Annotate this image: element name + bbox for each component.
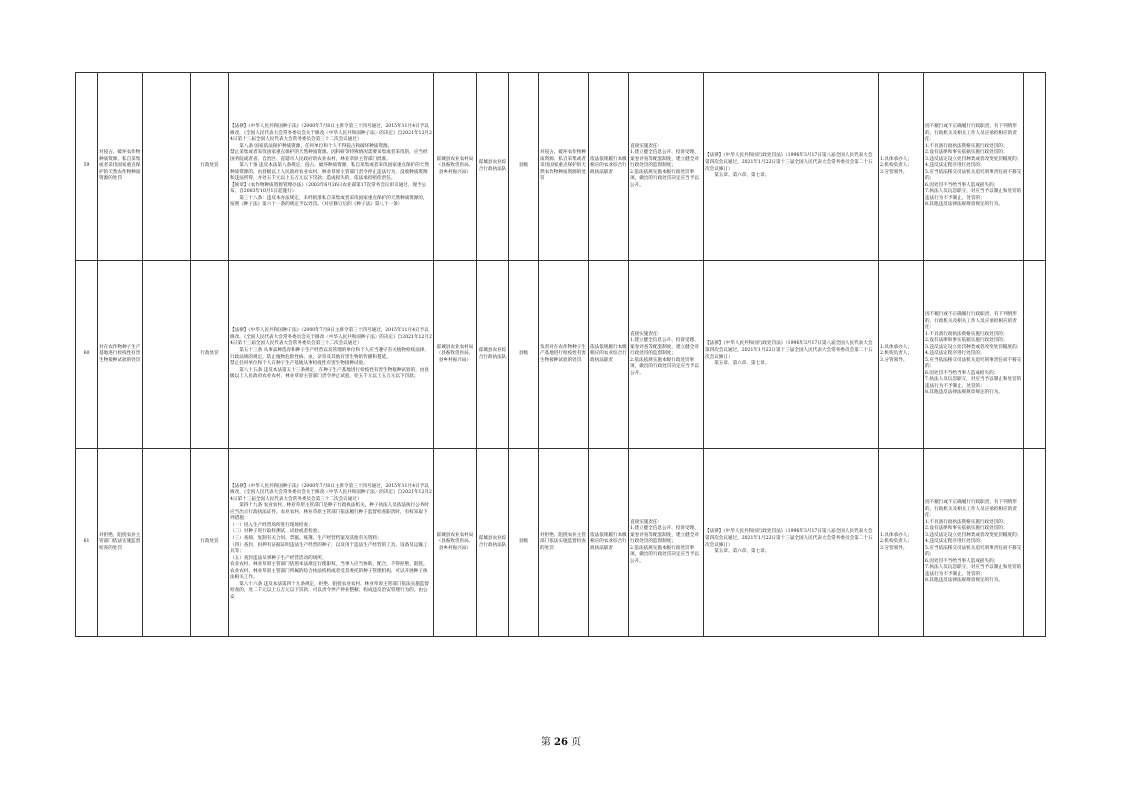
basis-paragraph: 禁止采集或者采伐国家重点保护的天然种质资源。因科研等特殊情况需要采集或者采伐的，应当经国务院或者省、自治区、直辖市人民政府的农业农村、林业草原主管部门批准。 — [230, 150, 428, 162]
basis-paragraph: 第八条 国家依法保护种质资源，任何单位和个人不得侵占和破坏种质资源。 — [230, 143, 393, 149]
basis-paragraph: 禁止任何单位和个人在种子生产基地从事检疫性有害生物接种试验。 — [230, 361, 368, 367]
responsible-persons: 1.具体承办人； 2.机构负责人； 3.分管领导。 — [879, 261, 924, 449]
responsibility-law: 【法律】《中华人民共和国行政处罚法》（1996年3月17日第八届全国人民代表大会第四次会议通过，2021年1月22日第十三届全国人民代表大会常务委员会第二十五次会议修订） 第五章、第六章、第七章。 — [704, 73, 879, 261]
page-suffix: 页 — [571, 737, 582, 748]
responsibility-measures: 直接实施责任： 1.建立健全信息公开、投诉受理、案卷评查等配套制度，建立健全对行政处罚的监督制度； 2.依法依规实施本级行政处罚事项，做出的行政处罚决定应当予以公开。 — [629, 73, 704, 261]
basis-paragraph: 【法律】《中华人民共和国种子法》（2000年7月8日主席令第三十四号通过，2015年11月4日予以修改，《全国人民代表大会常务委员会关于修改〈中华人民共和国种子法〉的决定》自2021年12月24日第十三届全国人民代表大会常务委员会第三十二次会议通过） — [230, 483, 432, 502]
row-seq: 61 — [76, 449, 98, 637]
blank-cell — [143, 449, 191, 637]
basis-paragraph: 农业农村、林业草原主管部门依照本法规定行使职权，当事人应当协助、配合，不得拒绝、阻挠。 — [230, 562, 428, 568]
legal-basis — [229, 449, 434, 637]
basis-paragraph: 第八十五条 违反本法第五十三条规定，在种子生产基地进行检疫性有害生物接种试验的，由县级以上人民政府农业农村、林业草原主管部门责令停止试验，处五千元以上五万元以下罚款。 — [230, 367, 429, 380]
item-name: 对侵占、破坏农作物种质资源、私自采集或者采伐国家重点保护的天然农作物种质资源的处罚 — [98, 73, 143, 261]
implementing-subject: 霍城县农业农村局（县畜牧兽医局、县乡村振兴局） — [434, 449, 477, 637]
table-row — [76, 261, 1046, 449]
page-number-value: 26 — [554, 737, 568, 748]
basis-paragraph: （二）对种子进行取样测试、试验或者检验； — [230, 529, 322, 535]
page-prefix: 第 — [540, 737, 551, 748]
basis-paragraph: （四）查封、扣押有证据证明违法生产经营的种子，以及用于违法生产经营的工具、设备及运输工具等； — [230, 542, 428, 555]
item-name: 对在农作物种子生产基地进行检疫性有害生物接种试验的处罚 — [98, 261, 143, 449]
table-row — [76, 449, 1046, 637]
accountability-situations: 因不履行或不正确履行行政职责，有下列情形的，行政机关及相关工作人员应承担相应的责任： 1.不具备行政执法资格实施行政处罚的； 2.没有法律和事实依据实施行政处罚的； 3.违反法定设立处罚种类或者改变处罚幅度的； 4.违反法定程序进行处罚的； 5.应当依法移交司法机关追究刑事责任而不移交的； 6.因处罚不当给当事人造成损失的； 7.执法人员玩忽职守，对应当予以制止和处罚的违法行为不予制止、处罚的； 8.其他违反法律法规规章规定的行为。 — [924, 261, 1024, 449]
enforcement-org: 霍城县农业综合行政执法队 — [477, 449, 509, 637]
row-seq: 59 — [76, 73, 98, 261]
implementing-subject: 霍城县农业农村局（县畜牧兽医局、县乡村振兴局） — [434, 261, 477, 449]
responsible-persons: 1.具体承办人； 2.机构负责人； 3.分管领导。 — [879, 449, 924, 637]
responsibility-law: 【法律】《中华人民共和国行政处罚法》（1996年3月17日第八届全国人民代表大会第四次会议通过，2021年1月22日第十三届全国人民代表大会常务委员会第二十五次会议修订） 第五章、第六章、第七章。 — [704, 449, 879, 637]
basis-paragraph: （五）查封违法从事种子生产经营活动的场所。 — [230, 555, 327, 561]
remarks-cell — [1024, 261, 1046, 449]
exercise-content: 对侵占、破坏农作物种质资源、私自采集或者采伐国家重点保护的天然农作物种质资源的处罚 — [539, 73, 589, 261]
basis-paragraph: 【法律】《中华人民共和国种子法》（2000年7月8日主席令第三十四号通过，2015年11月4日予以修改，《全国人民代表大会常务委员会关于修改〈中华人民共和国种子法〉的决定》自2021年12月24日第十三届全国人民代表大会常务委员会第三十二次会议通过） — [230, 124, 432, 143]
remarks-cell — [1024, 449, 1046, 637]
duty-description: 依法依规履行本级相应的农业综合行政执法职责 — [589, 261, 629, 449]
legal-basis — [229, 261, 434, 449]
accountability-situations: 因不履行或不正确履行行政职责，有下列情形的，行政机关及相关工作人员应承担相应的责任： 1.不具备行政执法资格实施行政处罚的； 2.没有法律和事实依据实施行政处罚的； 3.违反法定设立处罚种类或者改变处罚幅度的； 4.违反法定程序进行处罚的； 5.应当依法移交司法机关追究刑事责任而不移交的； 6.因处罚不当给当事人造成损失的； 7.执法人员玩忽职守，对应当予以制止和处罚的违法行为不予制止、处罚的； 8.其他违反法律法规规章规定的行为。 — [924, 449, 1024, 637]
power-list-table — [75, 72, 1046, 637]
row-seq: 60 — [76, 261, 98, 449]
power-type: 行政处罚 — [191, 449, 229, 637]
duty-description: 依法依规履行本级相应的农业综合行政执法职责 — [589, 449, 629, 637]
basis-paragraph: 第八十六条 违反本法第四十九条规定，拒绝、阻挠农业农村、林业草原主管部门依法实施监督检查的，处二千元以上五万元以下罚款，可以责令停产停业整顿；构成违反治安管理行为的，由公安 — [230, 581, 429, 600]
exercise-content: 负责对在农作物种子生产基地进行检疫性有害生物接种试验的处罚 — [539, 261, 589, 449]
enforcement-org: 霍城县农业综合行政执法队 — [477, 73, 509, 261]
responsibility-measures: 直接实施责任： 1.建立健全信息公开、投诉受理、案卷评查等配套制度，建立健全对行政处罚的监督制度； 2.依法依规实施本级行政处罚事项，做出的行政处罚决定应当予以公开。 — [629, 261, 704, 449]
power-type: 行政处罚 — [191, 261, 229, 449]
exercise-content: 对拒绝、阻挠农业主管部门依法实施监督检查的处罚 — [539, 449, 589, 637]
basis-paragraph: 【法律】《中华人民共和国种子法》（2000年7月8日主席令第三十四号通过，2015年11月4日予以修改，《全国人民代表大会常务委员会关于修改〈中华人民共和国种子法〉的决定》自2021年12月24日第十三届全国人民代表大会常务委员会第三十二次会议通过） — [230, 328, 432, 347]
legal-basis — [229, 73, 434, 261]
page-number — [0, 733, 1122, 748]
accountability-situations: 因不履行或不正确履行行政职责，有下列情形的，行政机关及相关工作人员应承担相应的责任： 1.不具备行政执法资格实施行政处罚的； 2.没有法律和事实依据实施行政处罚的； 3.违反法定设立处罚种类或者改变处罚幅度的； 4.违反法定程序进行处罚的； 5.应当依法移交司法机关追究刑事责任而不移交的； 6.因处罚不当给当事人造成损失的； 7.执法人员玩忽职守，对应当予以制止和处罚的违法行为不予制止、处罚的； 8.其他违反法律法规规章规定的行为。 — [924, 73, 1024, 261]
basis-paragraph: 第八十条 违反本法第八条规定，侵占、破坏种质资源，私自采集或者采伐国家重点保护的天然种质资源的，由县级以上人民政府农业农村、林业草原主管部门责令停止违法行为，没收种质资源和违法所得，并处五千元以上五万元以下罚款；造成损失的，依法承担赔偿责任。 — [230, 163, 429, 182]
exercise-level: 县级 — [509, 261, 539, 449]
basis-paragraph: 【规章】《农作物种质资源管理办法》（2003年6月26日农业部第17次常务会议审议通过，现予公布，自2003年10月1日起施行） — [230, 182, 427, 195]
implementing-subject: 霍城县农业农村局（县畜牧兽医局、县乡村振兴局） — [434, 73, 477, 261]
basis-paragraph: 第四十九条 农业农村、林业草原主管部门是种子行政执法机关，种子执法人员依法执行公务时应当出示行政执法证件。农业农村、林业草原主管部门依法履行种子监督检查职责时，有权采取下列措施： — [230, 503, 429, 522]
blank-cell — [143, 73, 191, 261]
basis-paragraph: （三）查阅、复制有关合同、票据、账簿、生产经营档案及其他有关资料； — [230, 535, 382, 541]
exercise-level: 县级 — [509, 73, 539, 261]
basis-paragraph: 农业农村、林业草原主管部门所属的综合执法机构或者受其委托的种子管理机构，可以开展种子执法相关工作。 — [230, 568, 428, 581]
basis-paragraph: 第三十八条：违反本办法规定，未经批准私自采集或者采伐国家重点保护的天然种质资源的，按照《种子法》第六十一条的规定予以处罚。（对应修订后的《种子法》第八十一条） — [230, 195, 428, 208]
table-row — [76, 73, 1046, 261]
duty-description: 依法依规履行本级相应的农业综合行政执法职责 — [589, 73, 629, 261]
enforcement-org: 霍城县农业综合行政执法队 — [477, 261, 509, 449]
responsible-persons: 1.具体承办人； 2.机构负责人； 3.分管领导。 — [879, 73, 924, 261]
item-name: 对拒绝、阻挠农业主管部门依法实施监督检查的处罚 — [98, 449, 143, 637]
remarks-cell — [1024, 73, 1046, 261]
basis-paragraph: 第五十三条 从事品种选育和种子生产经营以及管理的单位和个人应当遵守有关植物检疫法律、行政法规的规定，防止植物危险性病、虫、杂草及其他有害生物的传播和蔓延。 — [230, 347, 429, 360]
power-type: 行政处罚 — [191, 73, 229, 261]
responsibility-law: 【法律】《中华人民共和国行政处罚法》（1996年3月17日第八届全国人民代表大会第四次会议通过，2021年1月22日第十三届全国人民代表大会常务委员会第二十五次会议修订） 第五章、第六章、第七章。 — [704, 261, 879, 449]
responsibility-measures: 直接实施责任： 1.建立健全信息公开、投诉受理、案卷评查等配套制度，建立健全对行政处罚的监督制度； 2.依法依规实施本级行政处罚事项，做出的行政处罚决定应当予以公开。 — [629, 449, 704, 637]
basis-paragraph: （一）进入生产经营场所进行现场检查； — [230, 522, 313, 528]
exercise-level: 县级 — [509, 449, 539, 637]
blank-cell — [143, 261, 191, 449]
